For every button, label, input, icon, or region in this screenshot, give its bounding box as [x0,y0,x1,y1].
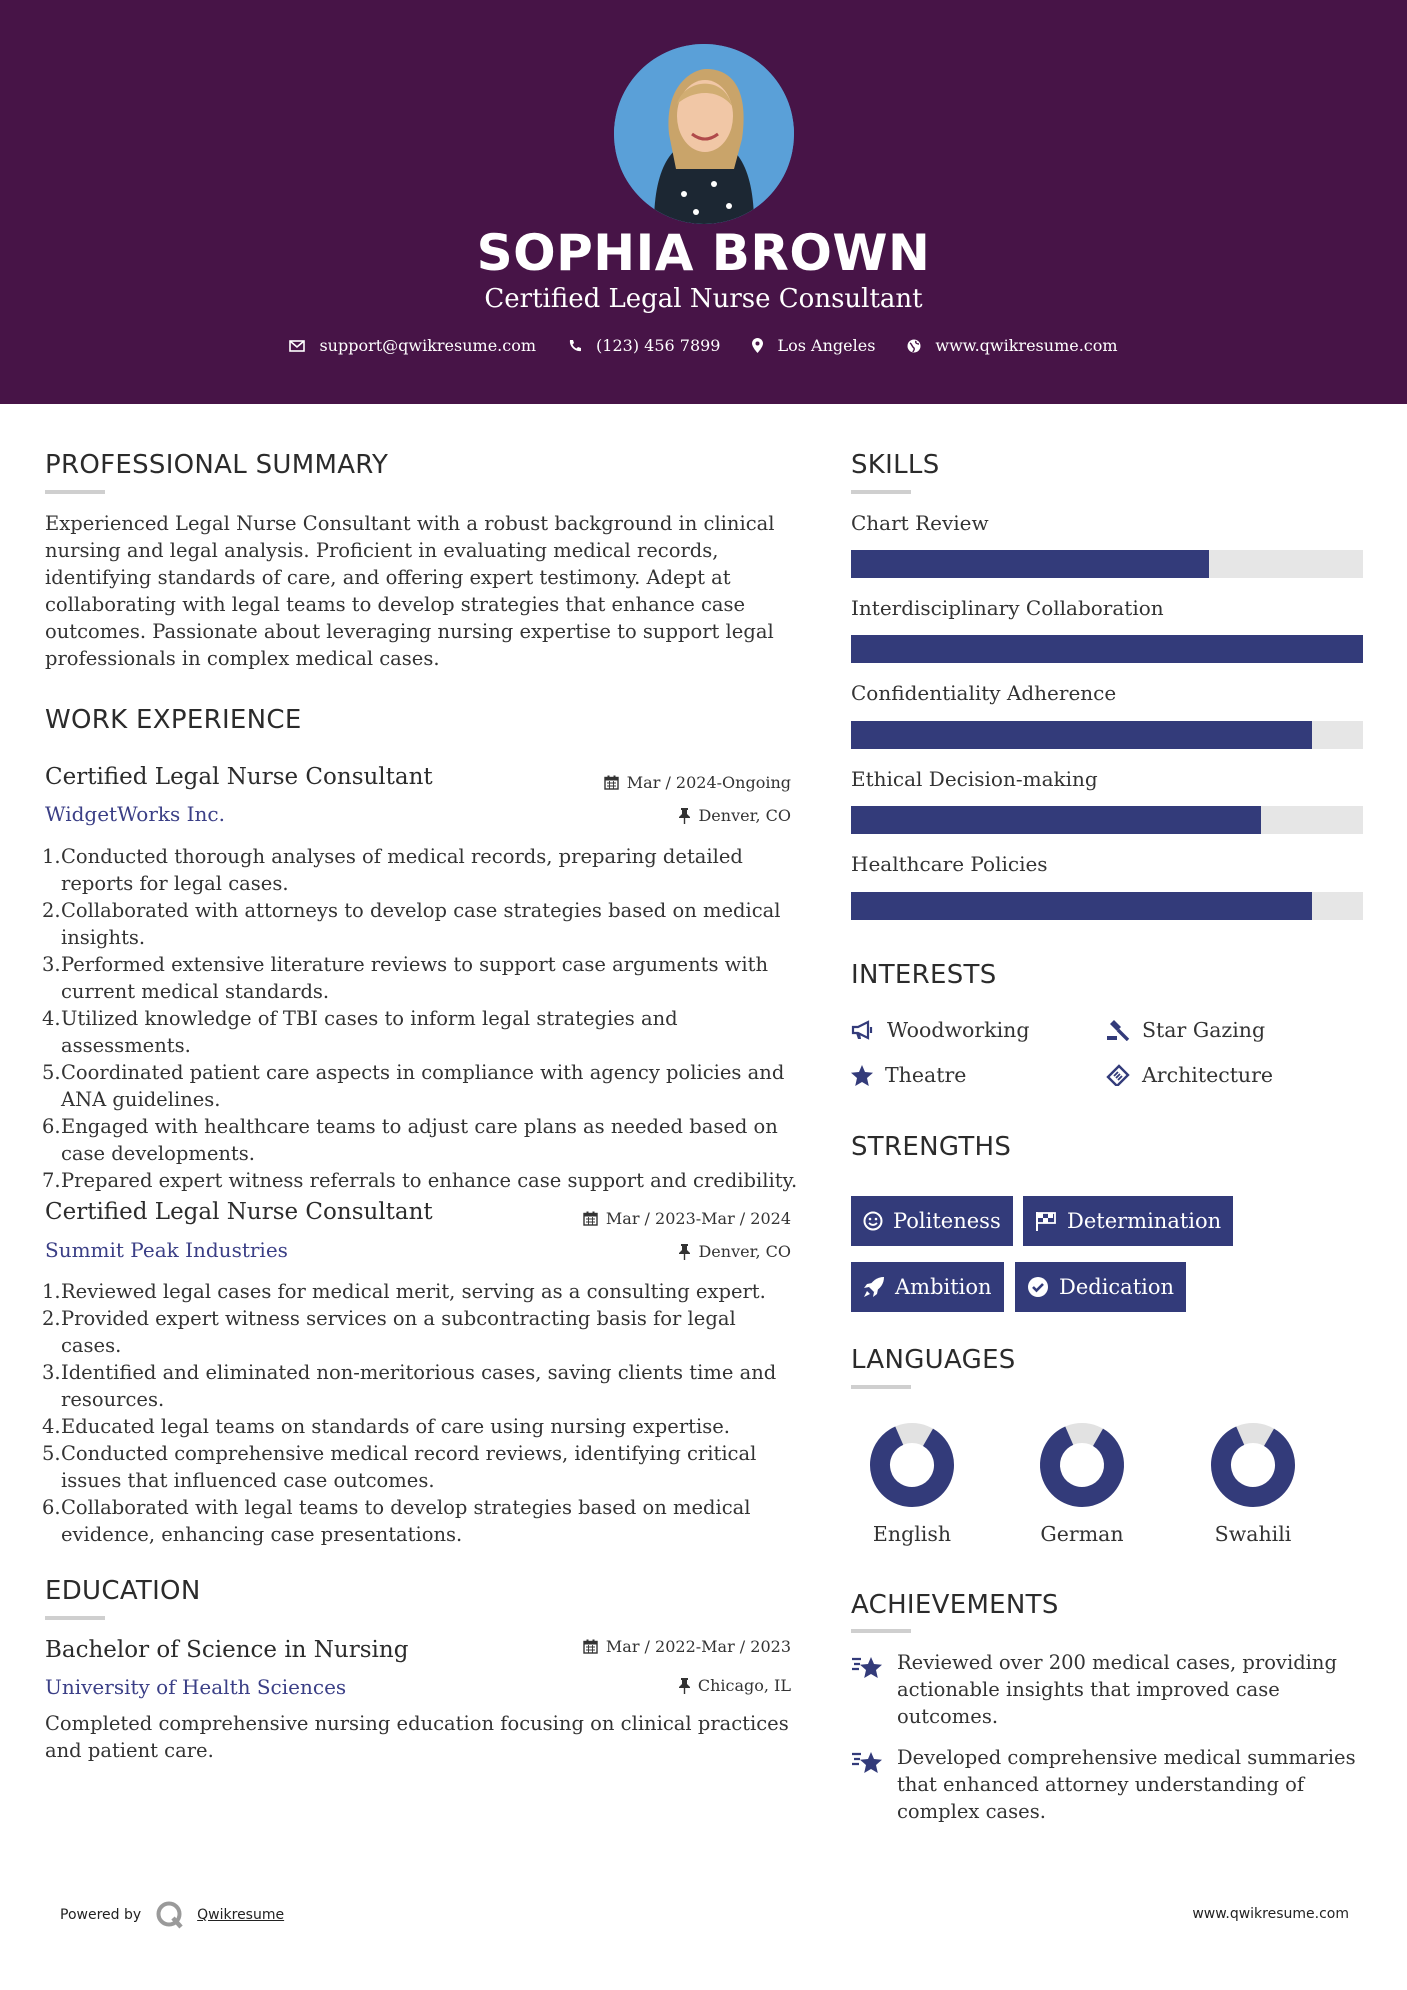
strength-badge [1023,1196,1233,1246]
strength-label: Determination [1067,1209,1222,1233]
candidate-title: Certified Legal Nurse Consultant [484,284,923,314]
contact-phone[interactable] [568,336,720,355]
candidate-name: SOPHIA BROWN [476,224,931,282]
interest-label: Theatre [885,1063,967,1087]
interests-heading: INTERESTS [851,960,997,990]
company-name: Summit Peak Industries [45,1238,288,1262]
job-title: Certified Legal Nurse Consultant [45,1199,433,1225]
contact-location [752,336,875,355]
degree-title: Bachelor of Science in Nursing [45,1637,409,1663]
list-item: 1. Conducted thorough analyses of medical records, preparing detailed reports for legal cases. [42,845,743,895]
skill-bar-fill [851,892,1312,920]
list-item: 6. Engaged with healthcare teams to adjust care plans as needed based on case developments. [42,1115,778,1165]
school-name: University of Health Sciences [45,1675,347,1699]
education-dates [520,1637,791,1656]
summary-line: professionals in complex medical cases. [45,647,440,670]
achievement-item [851,1649,1371,1730]
contact-phone-text: (123) 456 7899 [596,336,721,355]
ticket-icon [1106,1064,1130,1086]
strength-label: Dedication [1059,1275,1175,1299]
interest-label: Star Gazing [1142,1018,1266,1042]
contact-bar [0,336,1407,355]
contact-website-text: www.qwikresume.com [935,336,1118,355]
strength-badge [851,1262,1004,1312]
megaphone-icon [851,1020,875,1040]
job-location [520,1242,791,1261]
strength-badge [851,1196,1013,1246]
languages-heading: LANGUAGES [851,1345,1016,1375]
language-label: English [872,1522,952,1546]
skill-bar-fill [851,550,1209,578]
education-dates-text: Mar / 2022-Mar / 2023 [605,1637,791,1656]
interest-item [851,1018,1029,1042]
interest-item [1106,1063,1273,1087]
qwikresume-link[interactable]: Qwikresume [197,1907,285,1923]
skill-label: Confidentiality Adherence [851,681,1117,705]
education-heading: EDUCATION [45,1576,201,1606]
interest-item [1106,1018,1265,1042]
education-line: and patient care. [45,1739,214,1762]
pushpin-icon [679,808,690,824]
languages-rule [851,1385,911,1389]
strength-badge [1015,1262,1186,1312]
education-description [45,1710,805,1764]
skill-bar [851,892,1363,920]
pushpin-icon [679,1678,690,1694]
list-item: 5. Coordinated patient care aspects in compliance with agency policies and ANA guidelines. [42,1061,785,1111]
summary-text [45,510,805,672]
list-item: 4. Educated legal teams on standards of care using nursing expertise. [42,1415,730,1438]
gavel-icon [1106,1019,1130,1041]
company-name: WidgetWorks Inc. [45,802,225,826]
education-rule [45,1616,105,1620]
calendar-icon [604,775,619,790]
contact-location-text: Los Angeles [777,336,876,355]
rocket-icon [863,1276,885,1298]
job-location-text: Denver, CO [698,1242,791,1261]
job-location-text: Denver, CO [698,806,791,825]
achievements-heading: ACHIEVEMENTS [851,1590,1059,1620]
summary-line: Experienced Legal Nurse Consultant with a robust background in clinical [45,512,775,535]
shooting-star-icon [851,1653,885,1679]
job-title: Certified Legal Nurse Consultant [45,764,433,790]
skill-label: Chart Review [851,511,989,535]
skill-label: Healthcare Policies [851,852,1048,876]
skill-bar [851,806,1363,834]
interest-label: Woodworking [887,1018,1030,1042]
calendar-icon [583,1211,598,1226]
flag-icon [1035,1211,1057,1231]
list-item: 2. Provided expert witness services on a subcontracting basis for legal cases. [42,1307,736,1357]
job-duties [42,1278,802,1548]
strength-label: Ambition [895,1275,992,1299]
achievement-item [851,1744,1371,1825]
language-donut-swahili [1210,1422,1296,1508]
phone-icon [568,339,582,353]
skill-bar [851,721,1363,749]
summary-line: nursing and legal analysis. Proficient in evaluating medical records, [45,539,719,562]
list-item: 2. Collaborated with attorneys to develop case strategies based on medical insights. [42,899,781,949]
achievements-rule [851,1629,911,1633]
skills-heading: SKILLS [851,450,940,480]
skill-bar [851,550,1363,578]
list-item: 3. Performed extensive literature reviews to support case arguments with current medical standards. [42,953,769,1003]
resume-header [0,0,1407,404]
contact-website[interactable] [907,336,1117,355]
shooting-star-icon [851,1748,885,1774]
pushpin-icon [679,1244,690,1260]
star-icon [851,1065,873,1086]
achievement-text: Reviewed over 200 medical cases, providing actionable insights that improved case outcomes. [897,1651,1337,1728]
job-duties [42,843,802,1194]
skill-bar [851,635,1363,663]
map-pin-icon [752,338,763,353]
smile-icon [863,1211,883,1231]
list-item: 5. Conducted comprehensive medical record reviews, identifying critical issues that influenced case outcomes. [42,1442,757,1492]
job-dates [520,1209,791,1228]
globe-icon [907,339,921,353]
calendar-icon [583,1639,598,1654]
job-dates-text: Mar / 2023-Mar / 2024 [605,1209,791,1228]
list-item: 6. Collaborated with legal teams to develop strategies based on medical evidence, enhancing case presentations. [42,1496,751,1546]
envelope-icon [289,340,305,352]
check-circle-icon [1027,1276,1049,1298]
language-donut-german [1039,1422,1125,1508]
skill-bar-fill [851,635,1363,663]
contact-email[interactable] [289,336,536,355]
strength-label: Politeness [893,1209,1001,1233]
education-location [520,1676,791,1695]
summary-heading: PROFESSIONAL SUMMARY [45,450,389,480]
job-dates [520,773,791,792]
language-label: German [1040,1522,1124,1546]
skill-bar-fill [851,721,1312,749]
job-location [520,806,791,825]
language-label: Swahili [1214,1522,1292,1546]
skills-rule [851,490,911,494]
education-line: Completed comprehensive nursing education focusing on clinical practices [45,1712,789,1735]
skill-label: Interdisciplinary Collaboration [851,596,1164,620]
powered-by-text: Powered by [60,1907,142,1923]
job-dates-text: Mar / 2024-Ongoing [626,773,791,792]
skill-bar-fill [851,806,1261,834]
summary-line: identifying standards of care, and offering expert testimony. Adept at [45,566,731,589]
profile-photo [614,44,794,224]
skill-label: Ethical Decision-making [851,767,1098,791]
footer-powered-by [60,1900,284,1930]
summary-line: outcomes. Passionate about leveraging nursing expertise to support legal [45,620,774,643]
footer-website[interactable]: www.qwikresume.com [1192,1906,1349,1922]
experience-heading: WORK EXPERIENCE [45,705,302,735]
achievement-text: Developed comprehensive medical summaries that enhanced attorney understanding of complex cases. [897,1746,1356,1823]
summary-rule [45,490,105,494]
strengths-heading: STRENGTHS [851,1132,1012,1162]
interest-label: Architecture [1142,1063,1274,1087]
list-item: 4. Utilized knowledge of TBI cases to inform legal strategies and assessments. [42,1007,678,1057]
list-item: 3. Identified and eliminated non-meritorious cases, saving clients time and resources. [42,1361,777,1411]
qwikresume-logo-icon [155,1900,185,1930]
summary-line: collaborating with legal teams to develop strategies that enhance case [45,593,746,616]
list-item: 7. Prepared expert witness referrals to enhance case support and credibility. [42,1169,798,1192]
list-item: 1. Reviewed legal cases for medical merit, serving as a consulting expert. [42,1280,766,1303]
education-location-text: Chicago, IL [697,1676,791,1695]
contact-email-text: support@qwikresume.com [319,336,537,355]
language-donut-english [869,1422,955,1508]
interest-item [851,1063,966,1087]
